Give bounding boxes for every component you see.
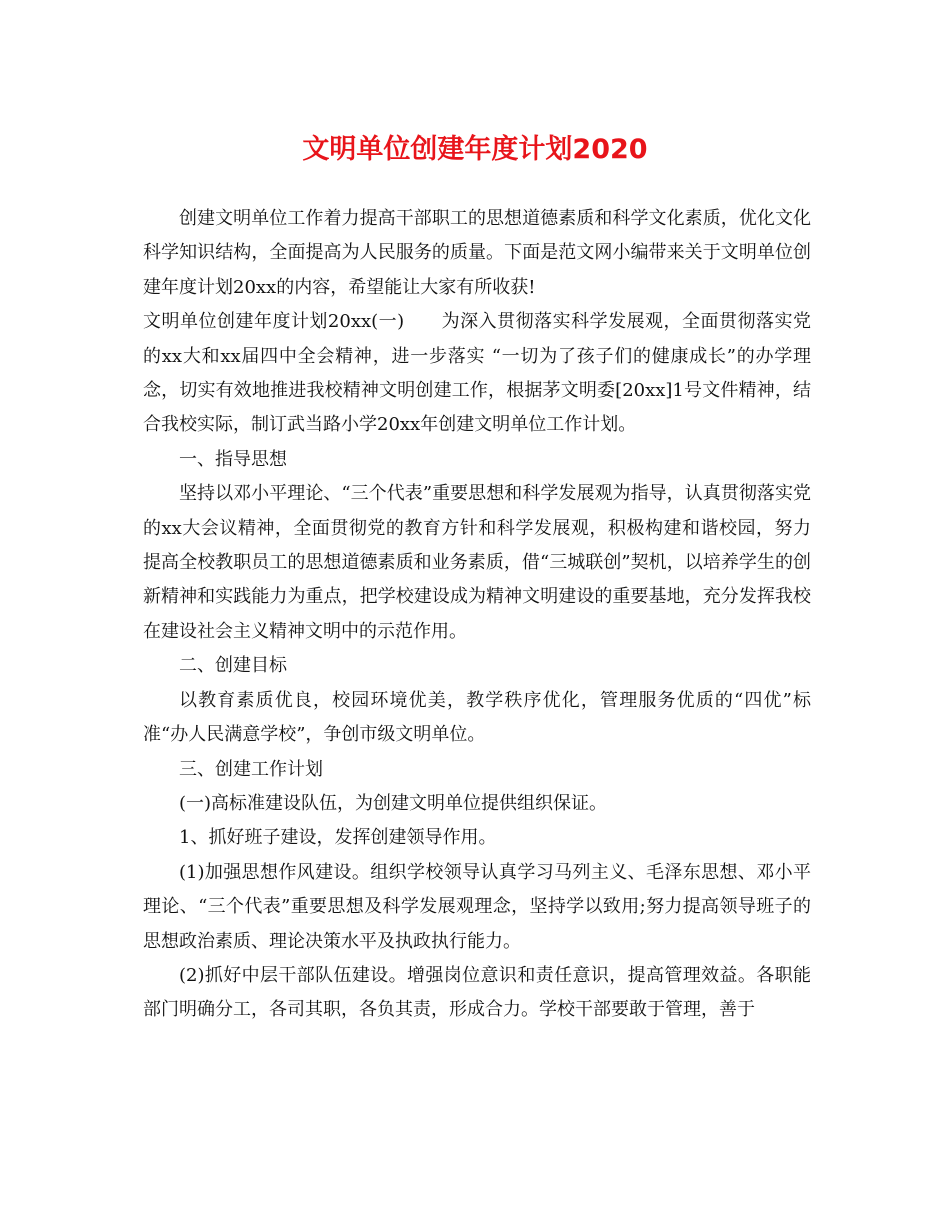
paragraph-intro: 创建文明单位工作着力提高干部职工的思想道德素质和科学文化素质，优化文化科学知识结构，全面提高为人民服务的质量。下面是范文网小编带来关于文明单位创建年度计划20xx的内容，希望能让大家有所收获!	[143, 208, 811, 298]
paragraph-plan-intro: 文明单位创建年度计划20xx(一) 为深入贯彻落实科学发展观，全面贯彻落实党的xx大和xx届四中全会精神，进一步落实 “一切为了孩子们的健康成长”的办学理念，切实有效地推进我校精神文明创建工作，根据茅文明委[20xx]1号文件精神，结合我校实际，制订武当路小学20xx年创建文明单位工作计划。	[143, 311, 811, 436]
paragraph-goals: 以教育素质优良，校园环境优美，教学秩序优化，管理服务优质的“四优”标准“办人民满意学校”，争创市级文明单位。	[143, 689, 811, 746]
paragraph-guiding-thought: 坚持以邓小平理论、“三个代表”重要思想和科学发展观为指导，认真贯彻落实党的xx大会议精神，全面贯彻党的教育方针和科学发展观，积极构建和谐校园，努力提高全校教职员工的思想道德素质和业务素质，借“三城联创”契机，以培养学生的创新精神和实践能力为重点，把学校建设成为精神文明建设的重要基地，充分发挥我校在建设社会主义精神文明中的示范作用。	[143, 483, 811, 642]
paragraph-ideology-style: (1)加强思想作风建设。组织学校领导认真学习马列主义、毛泽东思想、邓小平理论、“三个代表”重要思想及科学发展观理念，坚持学以致用;努力提高领导班子的思想政治素质、理论决策水平及执政执行能力。	[143, 861, 811, 952]
item-heading-leadership: 1、抓好班子建设，发挥创建领导作用。	[179, 827, 497, 849]
document-title: 文明单位创建年度计划2020	[302, 134, 648, 165]
section-heading-guiding-thought: 一、指导思想	[179, 448, 287, 470]
subsection-heading-team: (一)高标准建设队伍，为创建文明单位提供组织保证。	[179, 792, 608, 814]
section-heading-goals: 二、创建目标	[179, 655, 287, 677]
paragraph-mid-level-cadres: (2)抓好中层干部队伍建设。增强岗位意识和责任意识，提高管理效益。各职能部门明确分工，各司其职，各负其责，形成合力。学校干部要敢于管理，善于	[143, 964, 811, 1021]
document-body	[143, 202, 811, 1028]
section-heading-work-plan: 三、创建工作计划	[179, 758, 323, 780]
